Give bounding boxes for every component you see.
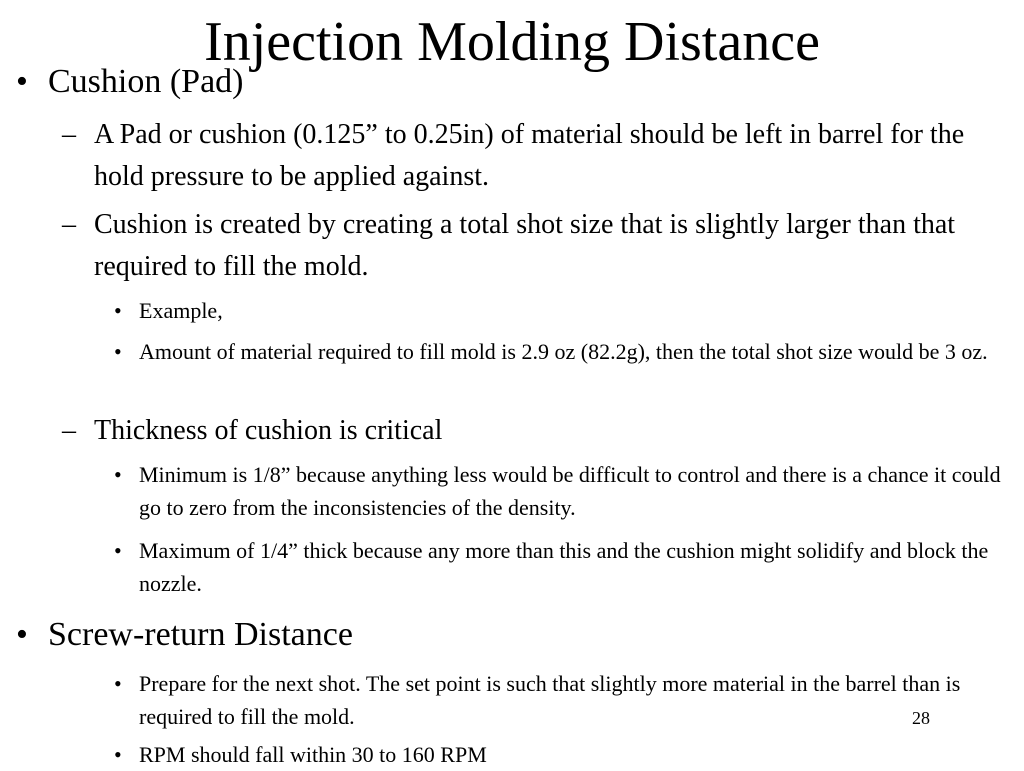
slide-title: Injection Molding Distance [204, 11, 820, 73]
subsubbullet-example [114, 294, 1014, 327]
bullet-marker: • [114, 462, 122, 487]
bullet-marker: • [114, 339, 122, 364]
bullet-text: A Pad or cushion (0.125” to 0.25in) of material should be left in barrel for the hold pressure to be applied against. [94, 119, 965, 192]
subsubbullet-rpm [114, 738, 1014, 771]
bullet-text: Amount of material required to fill mold is 2.9 oz (82.2g), then the total shot size would be 3 oz. [139, 339, 988, 364]
bullet-marker: • [114, 298, 122, 323]
bullet-text: Screw-return Distance [48, 616, 353, 653]
bullet-screw-return [16, 615, 996, 655]
bullet-marker: • [16, 616, 28, 653]
bullet-text: Prepare for the next shot. The set point is such that slightly more material in the barrel than is required to fill the mold. [139, 671, 961, 729]
subsubbullet-amount [114, 335, 1014, 368]
subsubbullet-maximum [114, 534, 1004, 600]
dash-marker: – [62, 119, 76, 150]
bullet-text: Minimum is 1/8” because anything less would be difficult to control and there is a chance it could go to zero from the inconsistencies of the density. [139, 462, 1001, 520]
subbullet-thickness [62, 410, 982, 452]
subbullet-cushion-created [62, 204, 982, 288]
subbullet-pad [62, 114, 982, 198]
bullet-text: Example, [139, 298, 223, 323]
bullet-marker: • [114, 538, 122, 563]
bullet-text: Maximum of 1/4” thick because any more than this and the cushion might solidify and block the nozzle. [139, 538, 989, 596]
subsubbullet-minimum [114, 458, 1004, 524]
bullet-marker: • [114, 742, 122, 767]
slide-number: 28 [912, 708, 930, 728]
subsubbullet-prepare [114, 667, 1014, 733]
bullet-cushion [16, 62, 996, 102]
dash-marker: – [62, 415, 76, 446]
bullet-marker: • [16, 63, 28, 100]
bullet-text: Thickness of cushion is critical [94, 415, 443, 446]
bullet-text: Cushion is created by creating a total shot size that is slightly larger than that required to fill the mold. [94, 209, 956, 282]
dash-marker: – [62, 209, 76, 240]
bullet-text: Cushion (Pad) [48, 63, 244, 100]
bullet-marker: • [114, 671, 122, 696]
bullet-text: RPM should fall within 30 to 160 RPM [139, 742, 487, 767]
